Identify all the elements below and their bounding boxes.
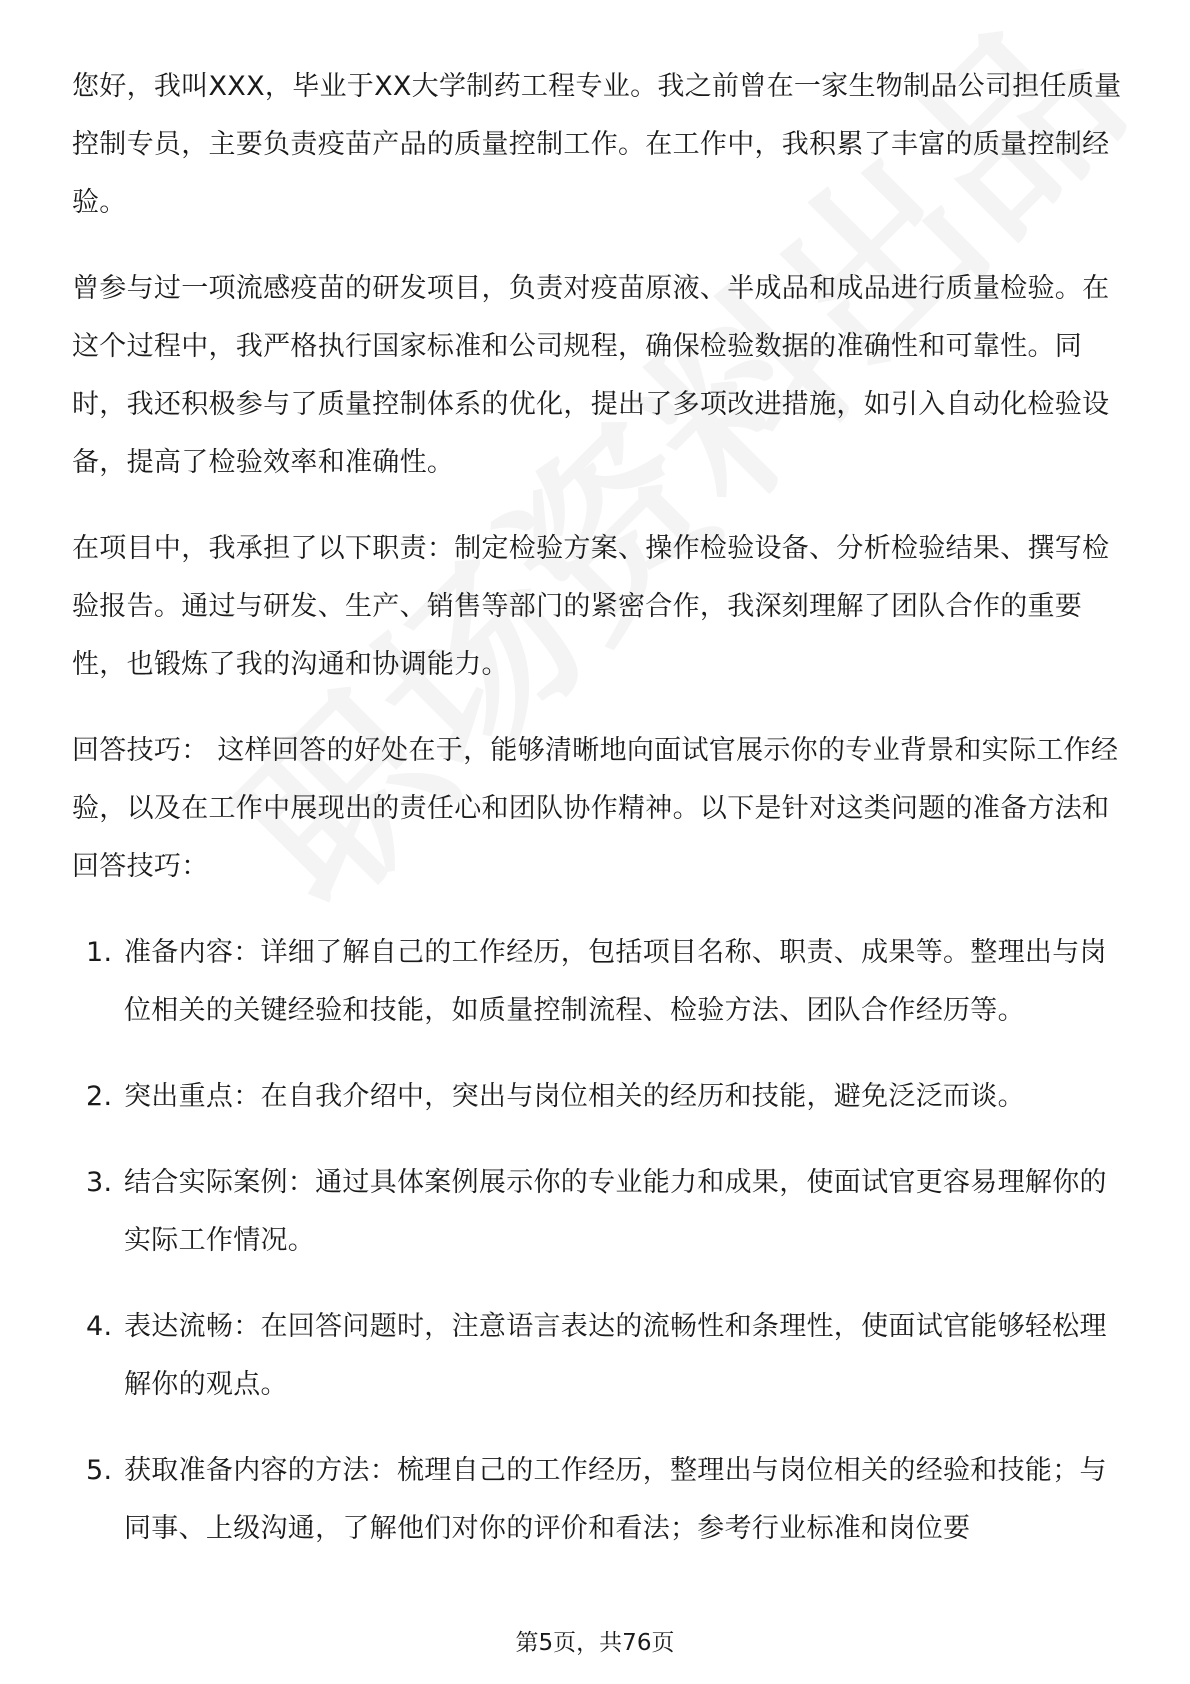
paragraph-duties: 在项目中，我承担了以下职责：制定检验方案、操作检验设备、分析检验结果、撰写检验报告。通过与研发、生产、销售等部门的紧密合作，我深刻理解了团队合作的重要性，也锻炼了我的沟通和协调能力。 xyxy=(72,533,1110,680)
tips-list xyxy=(72,924,1122,1558)
list-item-text: 获取准备内容的方法：梳理自己的工作经历，整理出与岗位相关的经验和技能；与同事、上级沟通，了解他们对你的评价和看法；参考行业标准和岗位要 xyxy=(124,1455,1107,1544)
list-item-number: 1. xyxy=(86,937,113,968)
paragraph-project: 曾参与过一项流感疫苗的研发项目，负责对疫苗原液、半成品和成品进行质量检验。在这个过程中，我严格执行国家标准和公司规程，确保检验数据的准确性和可靠性。同时，我还积极参与了质量控制体系的优化，提出了多项改进措施，如引入自动化检验设备，提高了检验效率和准确性。 xyxy=(72,273,1110,478)
list-item xyxy=(72,1298,1122,1414)
paragraph-intro: 您好，我叫XXX，毕业于XX大学制药工程专业。我之前曾在一家生物制品公司担任质量控制专员，主要负责疫苗产品的质量控制工作。在工作中，我积累了丰富的质量控制经验。 xyxy=(72,71,1122,218)
list-item xyxy=(72,1442,1122,1558)
list-item-number: 3. xyxy=(86,1167,113,1198)
list-item xyxy=(72,1068,1122,1126)
list-item-text: 表达流畅：在回答问题时，注意语言表达的流畅性和条理性，使面试官能够轻松理解你的观点。 xyxy=(124,1311,1107,1400)
list-item xyxy=(72,924,1122,1040)
list-item-number: 5. xyxy=(86,1455,113,1486)
list-item-text: 结合实际案例：通过具体案例展示你的专业能力和成果，使面试官更容易理解你的实际工作情况。 xyxy=(124,1167,1107,1256)
paragraph-answer-tips: 回答技巧： 这样回答的好处在于，能够清晰地向面试官展示你的专业背景和实际工作经验，以及在工作中展现出的责任心和团队协作精神。以下是针对这类问题的准备方法和回答技巧： xyxy=(72,735,1119,882)
page-number-footer: 第5页，共76页 xyxy=(515,1630,675,1656)
list-item-text: 突出重点：在自我介绍中，突出与岗位相关的经历和技能，避免泛泛而谈。 xyxy=(124,1081,1025,1112)
list-item xyxy=(72,1154,1122,1270)
list-item-number: 4. xyxy=(86,1311,113,1342)
document-body xyxy=(72,58,1122,1586)
list-item-text: 准备内容：详细了解自己的工作经历，包括项目名称、职责、成果等。整理出与岗位相关的关键经验和技能，如质量控制流程、检验方法、团队合作经历等。 xyxy=(124,937,1107,1026)
list-item-number: 2. xyxy=(86,1081,113,1112)
